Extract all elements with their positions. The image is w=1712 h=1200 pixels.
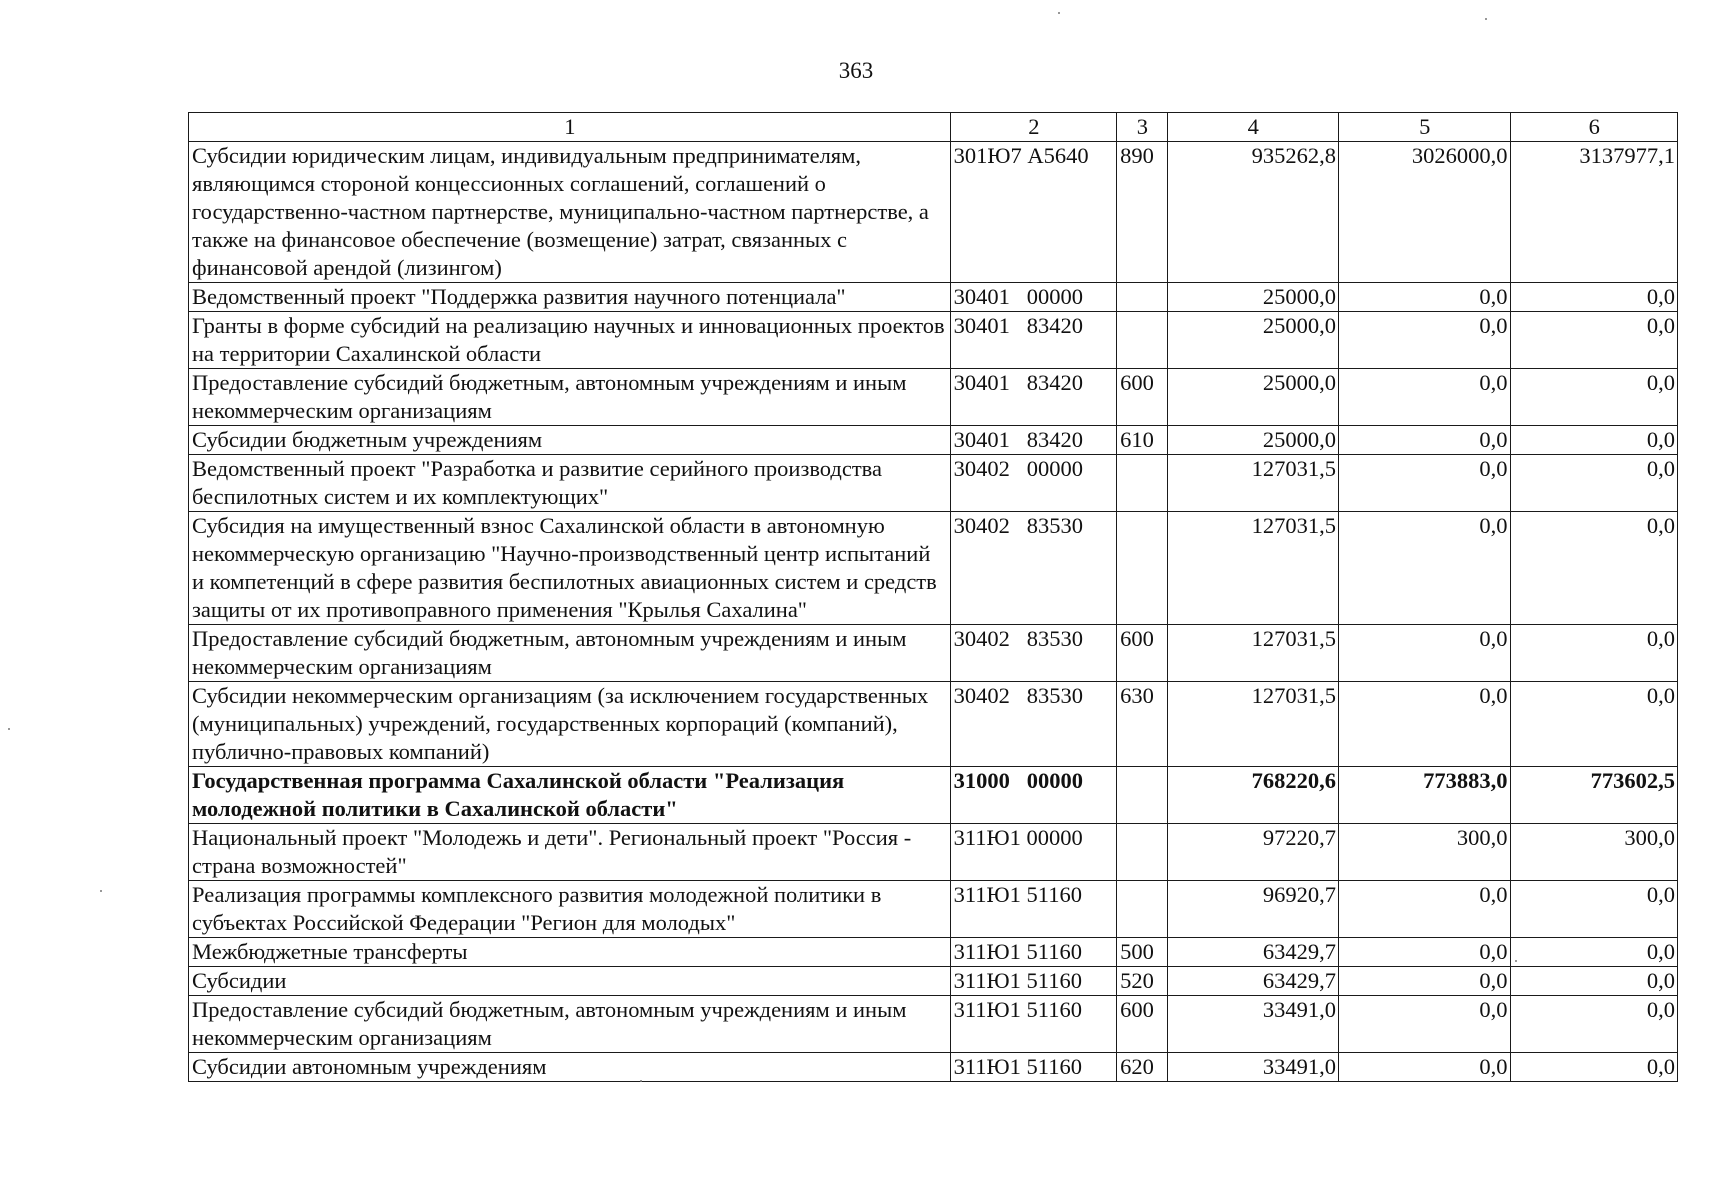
scan-speck (100, 890, 102, 892)
row-value-col4: 25000,0 (1167, 426, 1338, 455)
row-code-cell: 30401 00000 (950, 283, 1116, 312)
row-expense-type-cell (1117, 512, 1167, 625)
row-value-col5: 3026000,0 (1339, 142, 1510, 283)
table-row (189, 996, 1678, 1053)
scan-speck (640, 1080, 642, 1082)
row-value-col4: 127031,5 (1167, 455, 1338, 512)
row-value-col4: 768220,6 (1167, 767, 1338, 824)
row-code-cell: 311Ю1 51160 (950, 1053, 1116, 1082)
row-expense-type-cell (1117, 881, 1167, 938)
row-value-col5: 0,0 (1339, 426, 1510, 455)
row-value-col5: 0,0 (1339, 512, 1510, 625)
row-value-col6: 3137977,1 (1510, 142, 1678, 283)
row-value-col5: 0,0 (1339, 881, 1510, 938)
row-expense-type-cell (1117, 283, 1167, 312)
scan-speck (1058, 12, 1060, 14)
budget-table (188, 112, 1678, 1082)
table-row (189, 767, 1678, 824)
row-value-col4: 127031,5 (1167, 682, 1338, 767)
row-code-cell: 30401 83420 (950, 312, 1116, 369)
page-number: 363 (838, 58, 874, 83)
row-expense-type-cell: 890 (1117, 142, 1167, 283)
row-expense-type-cell: 600 (1117, 625, 1167, 682)
scan-speck (1485, 18, 1487, 20)
row-expense-type-cell (1117, 824, 1167, 881)
row-expense-type-cell: 520 (1117, 967, 1167, 996)
row-value-col4: 96920,7 (1167, 881, 1338, 938)
row-name-cell: Субсидии бюджетным учреждениям (189, 426, 951, 455)
row-expense-type-cell: 610 (1117, 426, 1167, 455)
row-expense-type-cell (1117, 312, 1167, 369)
row-value-col5: 773883,0 (1339, 767, 1510, 824)
column-header: 5 (1339, 113, 1510, 142)
row-value-col5: 0,0 (1339, 996, 1510, 1053)
row-code-cell: 311Ю1 00000 (950, 824, 1116, 881)
table-row (189, 824, 1678, 881)
row-code-cell: 30402 00000 (950, 455, 1116, 512)
row-value-col5: 0,0 (1339, 625, 1510, 682)
row-expense-type-cell: 500 (1117, 938, 1167, 967)
row-code-cell: 30402 83530 (950, 682, 1116, 767)
row-value-col6: 0,0 (1510, 1053, 1678, 1082)
row-value-col4: 63429,7 (1167, 967, 1338, 996)
row-code-cell: 30401 83420 (950, 426, 1116, 455)
table-row (189, 312, 1678, 369)
row-name-cell: Предоставление субсидий бюджетным, автономным учреждениям и иным некоммерческим организациям (189, 996, 951, 1053)
row-value-col5: 0,0 (1339, 967, 1510, 996)
table-header-row (189, 113, 1678, 142)
row-value-col4: 25000,0 (1167, 312, 1338, 369)
row-name-cell: Субсидии автономным учреждениям (189, 1053, 951, 1082)
column-header: 3 (1117, 113, 1167, 142)
row-name-cell: Субсидии (189, 967, 951, 996)
row-value-col6: 0,0 (1510, 938, 1678, 967)
row-expense-type-cell: 620 (1117, 1053, 1167, 1082)
row-value-col5: 0,0 (1339, 283, 1510, 312)
row-value-col5: 0,0 (1339, 682, 1510, 767)
row-value-col5: 0,0 (1339, 369, 1510, 426)
scan-speck (1515, 960, 1517, 962)
row-code-cell: 301Ю7 А5640 (950, 142, 1116, 283)
row-value-col5: 0,0 (1339, 455, 1510, 512)
row-expense-type-cell: 630 (1117, 682, 1167, 767)
row-value-col6: 0,0 (1510, 283, 1678, 312)
table-row (189, 426, 1678, 455)
row-value-col6: 0,0 (1510, 426, 1678, 455)
row-value-col4: 97220,7 (1167, 824, 1338, 881)
table-row (189, 625, 1678, 682)
row-value-col4: 63429,7 (1167, 938, 1338, 967)
column-header: 1 (189, 113, 951, 142)
row-value-col6: 0,0 (1510, 881, 1678, 938)
row-name-cell: Государственная программа Сахалинской области "Реализация молодежной политики в Сахалинской области" (189, 767, 951, 824)
row-value-col4: 25000,0 (1167, 369, 1338, 426)
row-expense-type-cell (1117, 767, 1167, 824)
table-row (189, 1053, 1678, 1082)
row-code-cell: 311Ю1 51160 (950, 996, 1116, 1053)
row-name-cell: Гранты в форме субсидий на реализацию научных и инновационных проектов на территории Сахалинской области (189, 312, 951, 369)
row-value-col6: 0,0 (1510, 512, 1678, 625)
row-value-col5: 0,0 (1339, 1053, 1510, 1082)
row-value-col6: 0,0 (1510, 996, 1678, 1053)
row-name-cell: Национальный проект "Молодежь и дети". Региональный проект "Россия - страна возможностей" (189, 824, 951, 881)
table-row (189, 369, 1678, 426)
row-value-col6: 0,0 (1510, 369, 1678, 426)
row-value-col5: 0,0 (1339, 938, 1510, 967)
row-code-cell: 30402 83530 (950, 625, 1116, 682)
table-row (189, 512, 1678, 625)
row-value-col6: 0,0 (1510, 455, 1678, 512)
table-row (189, 881, 1678, 938)
row-expense-type-cell: 600 (1117, 996, 1167, 1053)
row-name-cell: Ведомственный проект "Разработка и развитие серийного производства беспилотных систем и их комплектующих" (189, 455, 951, 512)
row-name-cell: Предоставление субсидий бюджетным, автономным учреждениям и иным некоммерческим организациям (189, 369, 951, 426)
row-value-col4: 127031,5 (1167, 512, 1338, 625)
row-code-cell: 311Ю1 51160 (950, 938, 1116, 967)
row-code-cell: 30402 83530 (950, 512, 1116, 625)
row-value-col4: 935262,8 (1167, 142, 1338, 283)
table-row (189, 283, 1678, 312)
column-header: 6 (1510, 113, 1678, 142)
row-name-cell: Ведомственный проект "Поддержка развития научного потенциала" (189, 283, 951, 312)
table-row (189, 682, 1678, 767)
row-value-col6: 0,0 (1510, 312, 1678, 369)
table-row (189, 938, 1678, 967)
row-value-col6: 773602,5 (1510, 767, 1678, 824)
row-code-cell: 311Ю1 51160 (950, 967, 1116, 996)
row-name-cell: Субсидии юридическим лицам, индивидуальным предпринимателям, являющимся стороной концессионных соглашений, соглашений о государственно-частном партнерстве, муниципально-частном партнерстве, а также на финансовое обеспечение (возмещение) затрат, связанных с финансовой арендой (лизингом) (189, 142, 951, 283)
row-value-col5: 300,0 (1339, 824, 1510, 881)
row-name-cell: Реализация программы комплексного развития молодежной политики в субъектах Российской Федерации "Регион для молодых" (189, 881, 951, 938)
row-name-cell: Субсидии некоммерческим организациям (за исключением государственных (муниципальных) учреждений, государственных корпораций (компаний), публично-правовых компаний) (189, 682, 951, 767)
row-name-cell: Субсидия на имущественный взнос Сахалинской области в автономную некоммерческую организацию "Научно-производственный центр испытаний и компетенций в сфере развития беспилотных авиационных систем и средств защиты от их противоправного применения "Крылья Сахалина" (189, 512, 951, 625)
row-expense-type-cell: 600 (1117, 369, 1167, 426)
row-code-cell: 30401 83420 (950, 369, 1116, 426)
row-value-col4: 25000,0 (1167, 283, 1338, 312)
row-value-col6: 0,0 (1510, 967, 1678, 996)
row-code-cell: 31000 00000 (950, 767, 1116, 824)
row-value-col6: 0,0 (1510, 682, 1678, 767)
row-name-cell: Межбюджетные трансферты (189, 938, 951, 967)
row-value-col4: 127031,5 (1167, 625, 1338, 682)
column-header: 4 (1167, 113, 1338, 142)
row-code-cell: 311Ю1 51160 (950, 881, 1116, 938)
table-row (189, 967, 1678, 996)
row-value-col5: 0,0 (1339, 312, 1510, 369)
row-value-col4: 33491,0 (1167, 996, 1338, 1053)
scan-speck (8, 728, 10, 730)
column-header: 2 (950, 113, 1116, 142)
row-name-cell: Предоставление субсидий бюджетным, автономным учреждениям и иным некоммерческим организациям (189, 625, 951, 682)
row-value-col6: 300,0 (1510, 824, 1678, 881)
row-value-col6: 0,0 (1510, 625, 1678, 682)
table-body (189, 142, 1678, 1082)
row-expense-type-cell (1117, 455, 1167, 512)
table-row (189, 455, 1678, 512)
table-row (189, 142, 1678, 283)
row-value-col4: 33491,0 (1167, 1053, 1338, 1082)
